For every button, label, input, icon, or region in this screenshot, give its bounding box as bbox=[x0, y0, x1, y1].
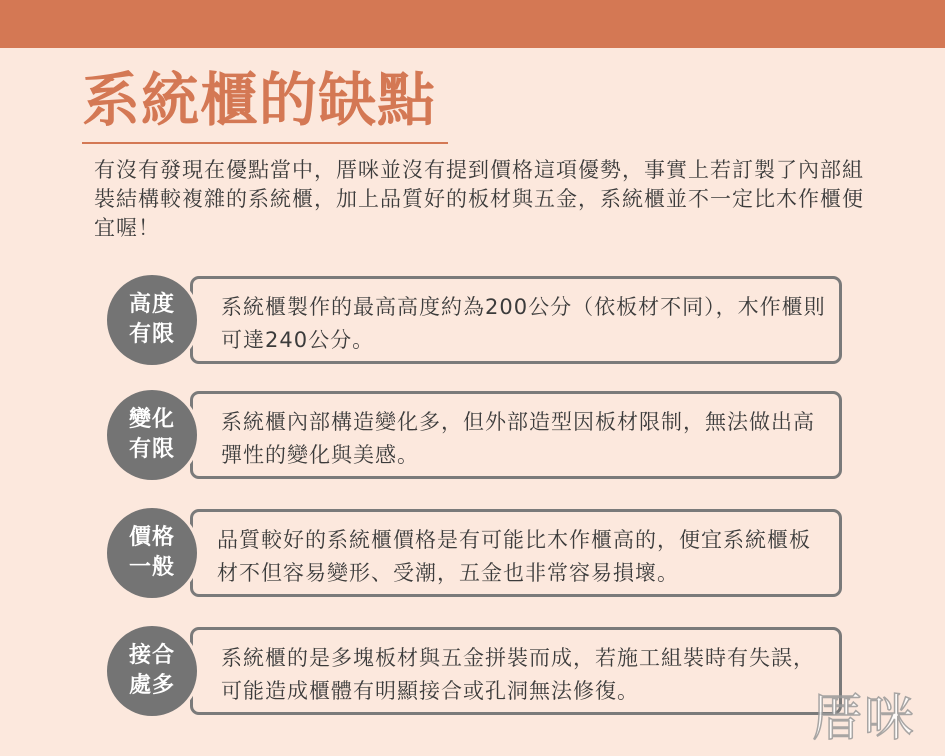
drawback-badge bbox=[104, 387, 200, 483]
badge-label-line1: 高度 bbox=[128, 292, 175, 317]
top-banner bbox=[0, 0, 945, 48]
badge-label-line2: 有限 bbox=[128, 322, 175, 347]
page-title: 系統櫃的缺點 bbox=[82, 66, 437, 134]
drawback-text: 系統櫃內部構造變化多，但外部造型因板材限制，無法做出高彈性的變化與美感。 bbox=[221, 410, 815, 467]
intro-paragraph: 有沒有發現在優點當中，厝咪並沒有提到價格這項優勢，事實上若訂製了內部組裝結構較複雜的系統櫃，加上品質好的板材與五金，系統櫃並不一定比木作櫃便宜喔！ bbox=[94, 158, 864, 240]
badge-label-line1: 變化 bbox=[128, 407, 175, 432]
badge-label-line2: 一般 bbox=[128, 555, 175, 580]
badge-label-line2: 有限 bbox=[128, 437, 175, 462]
drawback-box bbox=[190, 509, 842, 597]
badge-label-line1: 價格 bbox=[128, 525, 175, 550]
drawback-box bbox=[190, 276, 842, 364]
drawback-box bbox=[190, 627, 842, 715]
drawback-box bbox=[190, 391, 842, 479]
drawback-text: 品質較好的系統櫃價格是有可能比木作櫃高的，便宜系統櫃板材不但容易變形、受潮，五金也非常容易損壞。 bbox=[217, 528, 811, 585]
badge-label-line2: 處多 bbox=[128, 673, 175, 698]
drawback-badge bbox=[104, 272, 200, 368]
drawback-text: 系統櫃的是多塊板材與五金拼裝而成，若施工組裝時有失誤，可能造成櫃體有明顯接合或孔洞無法修復。 bbox=[221, 646, 815, 703]
drawback-item-joints bbox=[0, 627, 945, 727]
drawback-item-price bbox=[0, 509, 945, 609]
drawback-item-variation bbox=[0, 391, 945, 491]
badge-label-line1: 接合 bbox=[128, 643, 175, 668]
drawback-item-height bbox=[0, 276, 945, 376]
title-underline bbox=[82, 142, 448, 144]
drawback-badge bbox=[104, 623, 200, 719]
drawback-badge bbox=[104, 505, 200, 601]
drawback-text: 系統櫃製作的最高高度約為200公分（依板材不同），木作櫃則可達240公分。 bbox=[221, 295, 826, 352]
brand-watermark: 厝咪 bbox=[812, 689, 916, 747]
